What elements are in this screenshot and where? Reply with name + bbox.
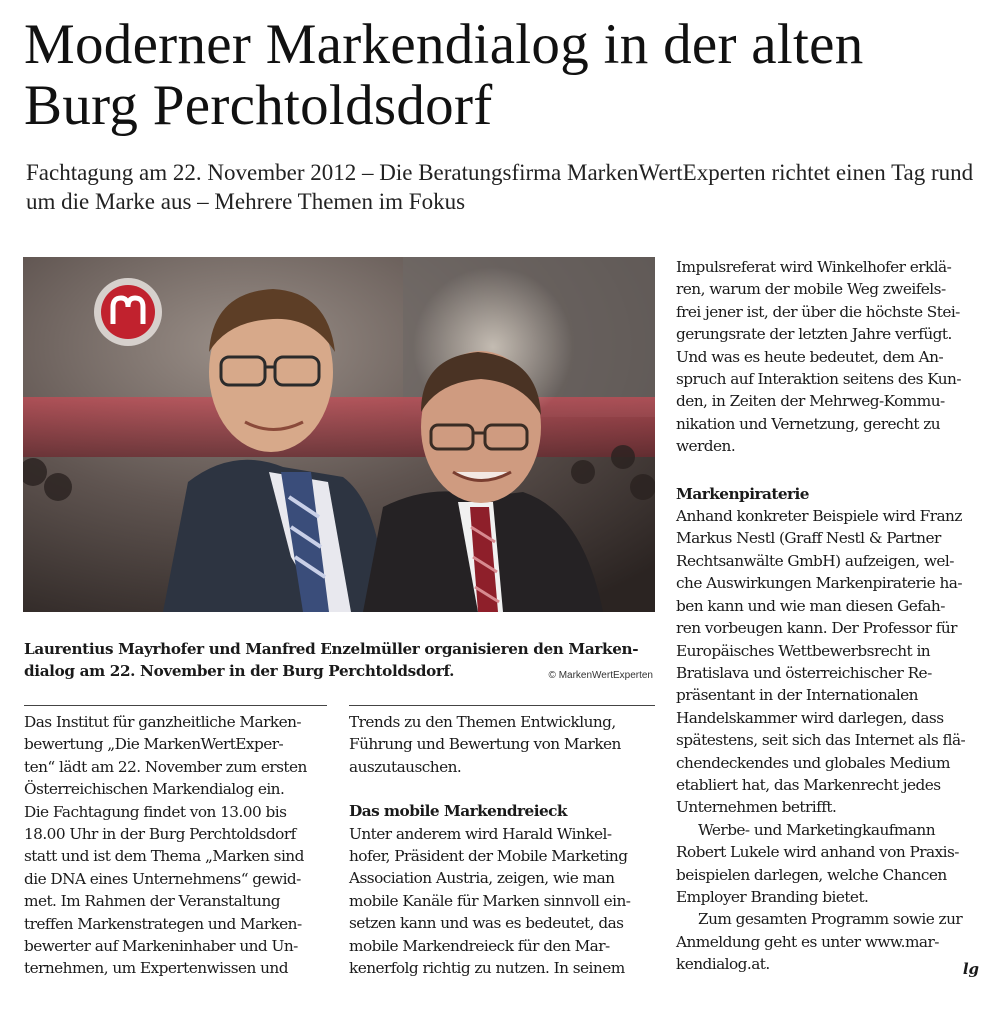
text-line: mobile Kanäle für Marken sinnvoll ein-	[349, 891, 631, 910]
text-line: ternehmen, um Expertenwissen und	[24, 959, 288, 978]
text-line: hofer, Präsident der Mobile Marketing	[349, 847, 628, 866]
text-line: spätestens, seit sich das Internet als flä-	[676, 731, 966, 750]
text-line: Bratislava und österreichischer Re-	[676, 663, 932, 682]
text-line: etabliert hat, das Markenrecht jedes	[676, 775, 941, 794]
text-line: met. Im Rahmen der Veranstaltung	[24, 892, 281, 911]
text-line: kendialog.at.	[676, 955, 770, 974]
text-line: Handelskammer wird darlegen, dass	[676, 708, 944, 727]
text-line: Das Institut für ganzheitliche Marken-	[24, 713, 302, 731]
text-line: Europäisches Wettbewerbsrecht in	[676, 641, 931, 660]
text-line: ben kann und wie man diesen Gefah-	[676, 596, 945, 615]
caption-line: dialog am 22. November in der Burg Perchtoldsdorf.	[24, 662, 455, 680]
photo-credit: © MarkenWertExperten	[548, 670, 653, 681]
text-line: 18.00 Uhr in der Burg Perchtoldsdorf	[24, 825, 296, 844]
paragraph	[349, 711, 655, 778]
text-line: Führung und Bewertung von Marken	[349, 735, 621, 754]
text-line: Association Austria, zeigen, wie man	[349, 869, 615, 888]
paragraph	[676, 819, 979, 909]
caption-line: Laurentius Mayrhofer und Manfred Enzelmüller organisieren den Marken-	[24, 640, 639, 658]
text-line: mobile Markendreieck für den Mar-	[349, 936, 610, 955]
text-line: Trends zu den Themen Entwicklung,	[349, 713, 616, 731]
text-line: auszutauschen.	[349, 757, 462, 776]
text-line: ren vorbeugen kann. Der Professor für	[676, 619, 957, 638]
text-line: Robert Lukele wird anhand von Praxis-	[676, 843, 959, 862]
text-line: Markus Nestl (Graff Nestl & Partner	[676, 529, 941, 548]
paragraph	[676, 505, 979, 819]
text-line: ten“ lädt am 22. November zum ersten	[24, 757, 307, 776]
headline-line: der alten Burg Perchtoldsdorf	[24, 13, 864, 137]
text-line: frei jener ist, der über die höchste Stei-	[676, 302, 960, 321]
text-line: Unternehmen betrifft.	[676, 798, 837, 817]
text-line: beispielen darlegen, welche Chancen	[676, 865, 947, 884]
text-line: setzen kann und was es bedeutet, das	[349, 914, 624, 933]
text-line: Anhand konkreter Beispiele wird Franz	[676, 507, 962, 526]
text-line: Zum gesamten Programm sowie zur	[698, 910, 963, 929]
subhead-line: Fachtagung am 22. November 2012 – Die Beratungsfirma MarkenWertExperten	[26, 160, 766, 185]
text-line: Werbe- und Marketingkaufmann	[698, 820, 936, 839]
column-rule	[349, 705, 655, 706]
article-column-1	[24, 711, 327, 980]
subheadline	[26, 158, 986, 216]
text-line: Anmeldung geht es unter www.mar-	[676, 932, 939, 951]
text-line: statt und ist dem Thema „Marken sind	[24, 847, 304, 866]
text-line: werden.	[676, 437, 736, 456]
text-line: gerungsrate der letzten Jahre verfügt.	[676, 325, 952, 344]
author-signature: lg	[962, 960, 979, 978]
text-line: chendeckendes und globales Medium	[676, 753, 950, 772]
text-line: bewertung „Die MarkenWertExper-	[24, 735, 284, 754]
paragraph	[24, 711, 327, 980]
text-line: Unter anderem wird Harald Winkel-	[349, 824, 612, 843]
subhead-line: richtet einen Tag rund um die Marke aus – Mehrere Themen im Fokus	[26, 160, 974, 214]
text-line: bewerter auf Markeninhaber und Un-	[24, 937, 298, 956]
text-line: Die Fachtagung findet von 13.00 bis	[24, 802, 287, 821]
text-line: treffen Markenstrategen und Marken-	[24, 914, 302, 933]
column-rule	[24, 705, 327, 706]
text-line: Impulsreferat wird Winkelhofer erklä-	[676, 258, 952, 276]
section-heading: Markenpiraterie	[676, 484, 809, 503]
text-line: Rechtsanwälte GmbH) aufzeigen, wel-	[676, 551, 954, 570]
headline-line: Moderner Markendialog in	[24, 13, 649, 76]
article-column-3	[676, 256, 979, 976]
text-line: Und was es heute bedeutet, dem An-	[676, 347, 944, 366]
article-column-2	[349, 711, 655, 979]
paragraph	[676, 908, 979, 975]
headline	[24, 14, 984, 136]
text-line: den, in Zeiten der Mehrweg-Kommu-	[676, 392, 945, 411]
section-heading: Das mobile Markendreieck	[349, 802, 567, 821]
text-line: nikation und Vernetzung, gerecht zu	[676, 414, 941, 433]
text-line: die DNA eines Unternehmens“ gewid-	[24, 869, 301, 888]
text-line: kenerfolg richtig zu nutzen. In seinem	[349, 959, 625, 978]
text-line: Employer Branding bietet.	[676, 887, 869, 906]
text-line: präsentant in der Internationalen	[676, 686, 918, 705]
article-photo	[23, 257, 655, 612]
text-line: spruch auf Interaktion seitens des Kun-	[676, 370, 961, 389]
paragraph	[349, 823, 655, 980]
text-line: Österreichischen Markendialog ein.	[24, 780, 285, 799]
text-line: che Auswirkungen Markenpiraterie ha-	[676, 574, 962, 593]
text-line: ren, warum der mobile Weg zweifels-	[676, 280, 946, 299]
paragraph	[676, 256, 979, 458]
